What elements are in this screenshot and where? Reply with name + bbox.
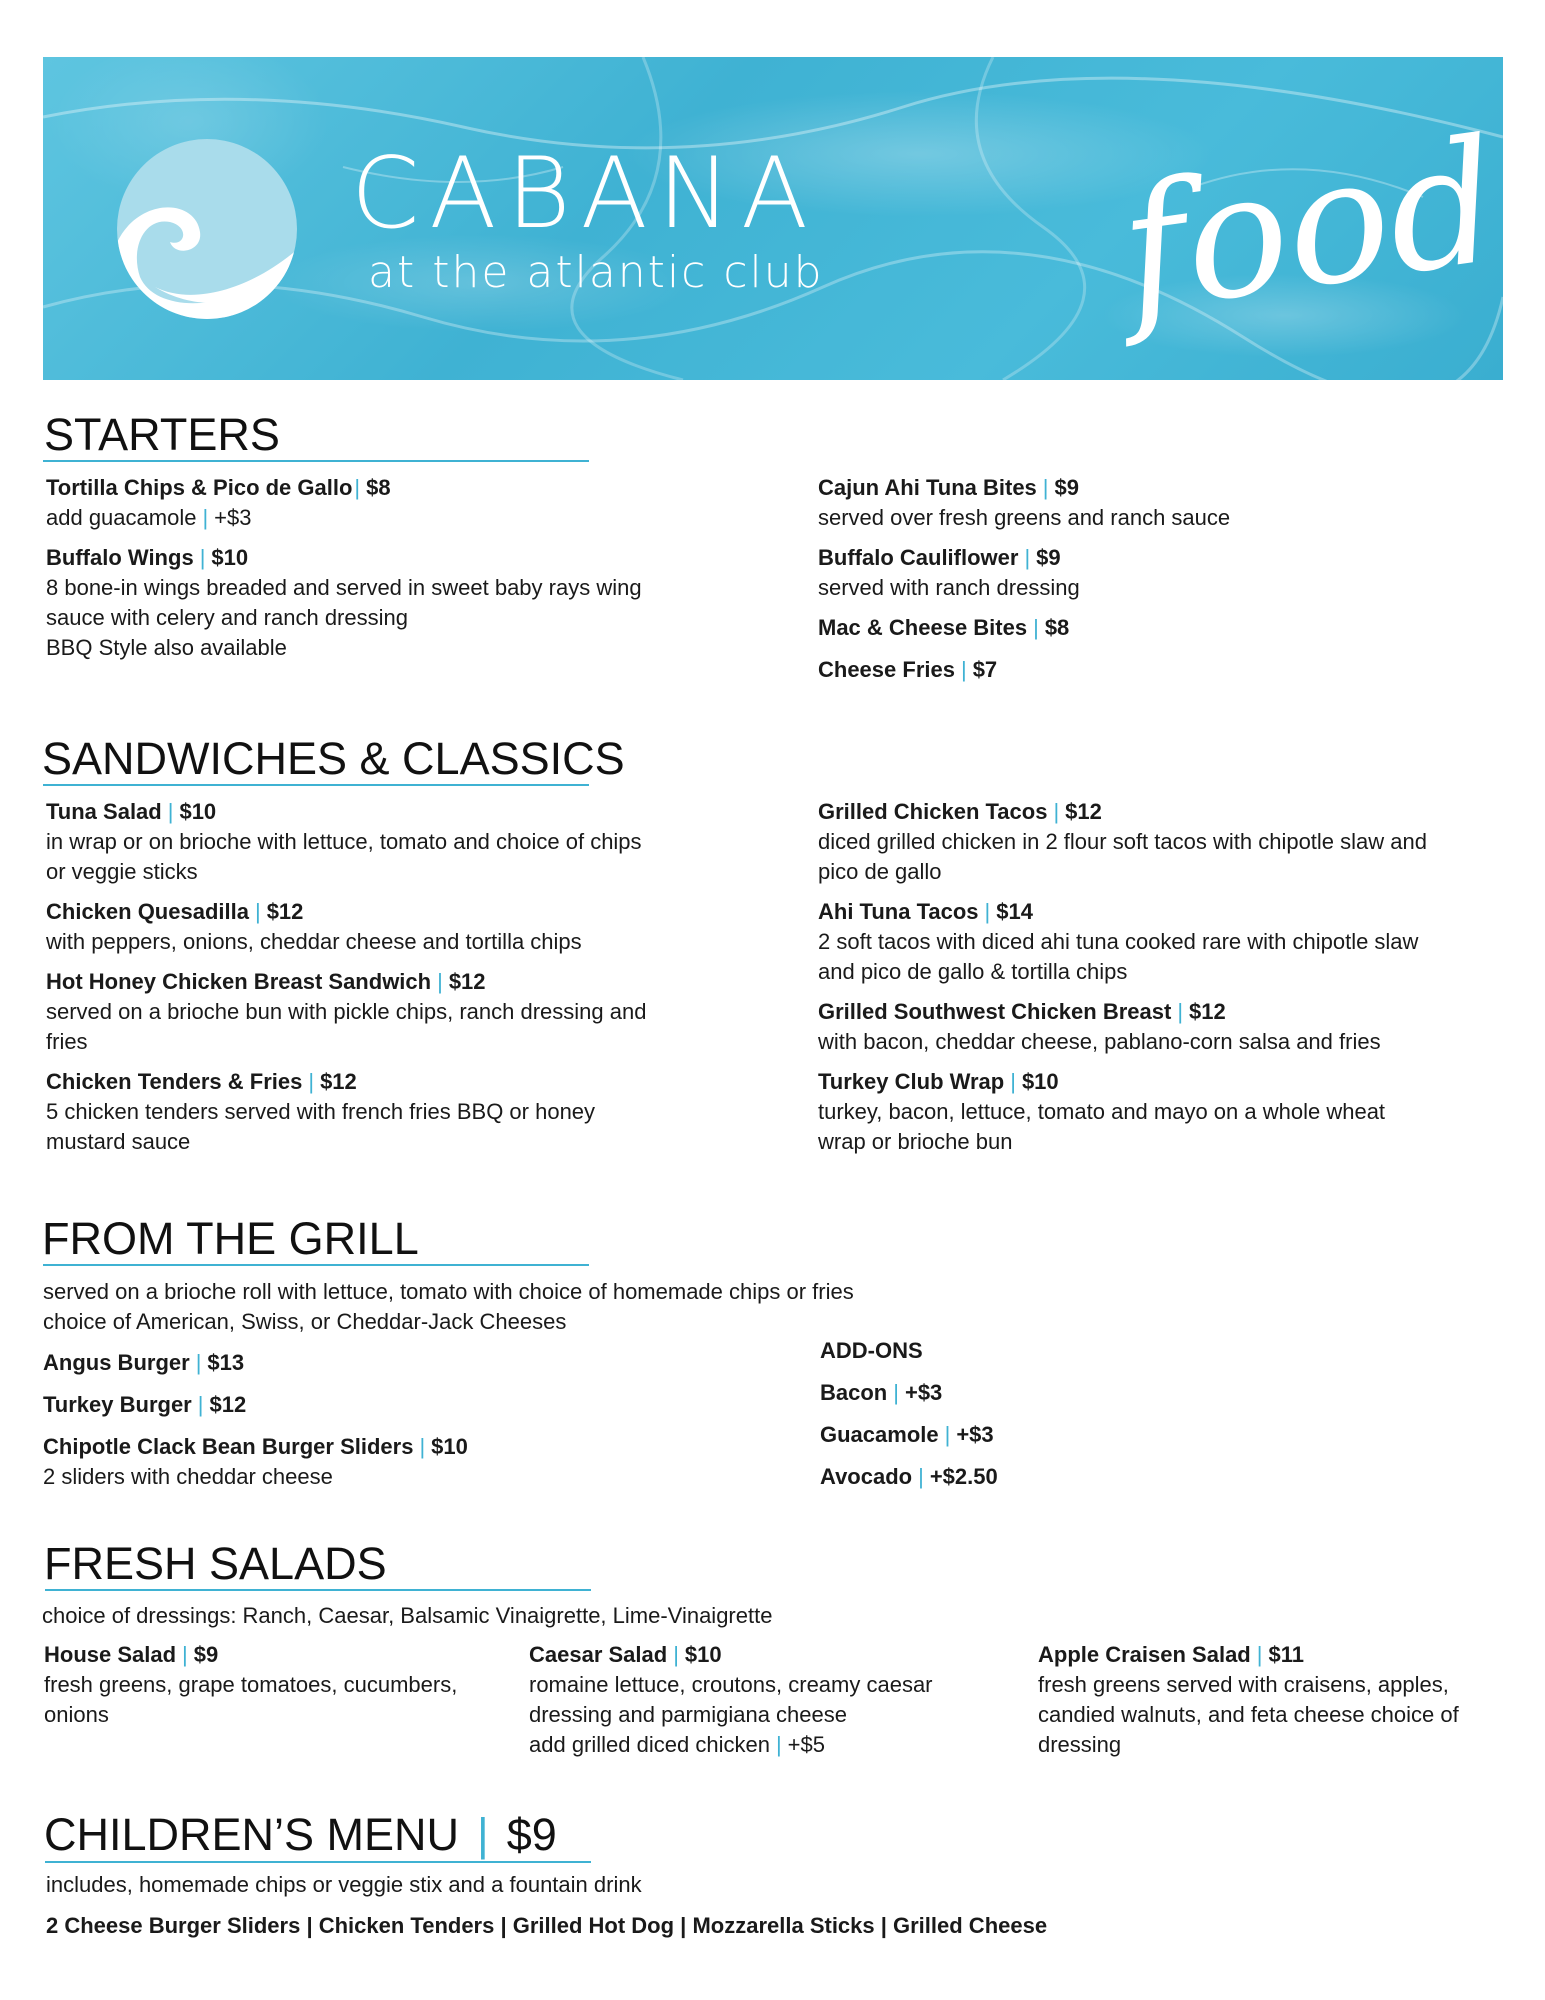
item-name: Tortilla Chips & Pico de Gallo xyxy=(46,475,353,500)
item-name: Turkey Burger xyxy=(43,1392,192,1417)
salad-item-house: House Salad | $9 fresh greens, grape tomatoes, cucumbers, onions xyxy=(44,1640,524,1730)
item-desc: with peppers, onions, cheddar cheese and tortilla chips xyxy=(46,929,582,954)
item-desc: fries xyxy=(46,1029,88,1054)
menu-item: Tortilla Chips & Pico de Gallo| $8 add guacamole | +$3 xyxy=(46,475,391,530)
addon-name: Bacon xyxy=(820,1380,888,1405)
menu-item: Angus Burger | $13 xyxy=(43,1350,245,1375)
addon-item: Avocado | +$2.50 xyxy=(820,1464,998,1489)
addon-price: +$3 xyxy=(904,1380,943,1405)
item-price: $14 xyxy=(996,899,1033,924)
addon-item: Bacon | +$3 xyxy=(820,1380,943,1405)
item-desc: with bacon, cheddar cheese, pablano-corn salsa and fries xyxy=(818,1029,1381,1054)
addons-title: ADD-ONS xyxy=(820,1338,923,1363)
item-price: $9 xyxy=(193,1642,219,1667)
item-desc: pico de gallo xyxy=(818,859,942,884)
brand-subtitle: at the atlantic club xyxy=(368,247,824,298)
item-price: $12 xyxy=(320,1069,357,1094)
item-name: Cajun Ahi Tuna Bites xyxy=(818,475,1037,500)
item-desc: wrap or brioche bun xyxy=(818,1129,1013,1154)
item-desc: served on a brioche bun with pickle chips, ranch dressing and xyxy=(46,999,647,1024)
item-desc: diced grilled chicken in 2 flour soft tacos with chipotle slaw and xyxy=(818,829,1427,854)
item-extra-label: add guacamole xyxy=(46,505,197,530)
menu-item: Buffalo Wings | $10 8 bone-in wings breaded and served in sweet baby rays wing sauce with celery and ranch dressing BBQ Style also available xyxy=(46,543,746,663)
item-price: $9 xyxy=(1054,475,1079,500)
item-desc: 8 bone-in wings breaded and served in sweet baby rays wing xyxy=(46,575,642,600)
starters-right-column xyxy=(818,473,1498,695)
children-intro: includes, homemade chips or veggie stix and a fountain drink xyxy=(46,1872,642,1897)
item-desc: 2 sliders with cheddar cheese xyxy=(43,1464,333,1489)
item-desc: candied walnuts, and feta cheese choice of xyxy=(1038,1702,1459,1727)
menu-item: Cajun Ahi Tuna Bites | $9 served over fresh greens and ranch sauce xyxy=(818,473,1498,533)
menu-item: Tuna Salad | $10 in wrap or on brioche with lettuce, tomato and choice of chips or veggie sticks xyxy=(46,797,756,887)
item-name: Buffalo Cauliflower xyxy=(818,545,1019,570)
section-title-salads: FRESH SALADS xyxy=(44,1538,387,1589)
item-name: Angus Burger xyxy=(43,1350,190,1375)
item-extra-price: +$3 xyxy=(214,505,252,530)
item-price: $7 xyxy=(972,657,998,682)
item-price: $10 xyxy=(431,1434,468,1459)
item-desc: onions xyxy=(44,1702,109,1727)
children-price: $9 xyxy=(506,1809,557,1860)
item-price: $10 xyxy=(211,545,249,570)
item-name: Cheese Fries xyxy=(818,657,955,682)
svg-text:food: food xyxy=(1109,102,1511,351)
menu-item: Turkey Burger | $12 xyxy=(43,1392,247,1417)
cabana-wave-logo xyxy=(115,137,300,322)
menu-item: Grilled Southwest Chicken Breast | $12 with bacon, cheddar cheese, pablano-corn salsa and fries xyxy=(818,997,1508,1057)
item-desc: in wrap or on brioche with lettuce, tomato and choice of chips xyxy=(46,829,642,854)
item-name: Caesar Salad xyxy=(529,1642,668,1667)
grill-intro-line: served on a brioche roll with lettuce, tomato with choice of homemade chips or fries xyxy=(43,1279,854,1304)
item-price: $10 xyxy=(684,1642,722,1667)
item-desc: sauce with celery and ranch dressing xyxy=(46,605,408,630)
menu-item: Buffalo Cauliflower | $9 served with ranch dressing xyxy=(818,543,1498,603)
salads-intro: choice of dressings: Ranch, Caesar, Balsamic Vinaigrette, Lime-Vinaigrette xyxy=(42,1603,773,1628)
section-rule xyxy=(45,1589,591,1591)
item-desc: served with ranch dressing xyxy=(818,575,1080,600)
item-desc: dressing xyxy=(1038,1732,1122,1757)
grill-intro-line: choice of American, Swiss, or Cheddar-Jack Cheeses xyxy=(43,1309,567,1334)
food-script-word xyxy=(1109,87,1511,357)
item-desc: mustard sauce xyxy=(46,1129,191,1154)
item-price: $12 xyxy=(1065,799,1102,824)
item-name: Ahi Tuna Tacos xyxy=(818,899,979,924)
item-price: $8 xyxy=(366,475,391,500)
menu-item: Grilled Chicken Tacos | $12 diced grilled chicken in 2 flour soft tacos with chipotle slaw and pico de gallo xyxy=(818,797,1508,887)
section-title-grill: FROM THE GRILL xyxy=(42,1213,419,1264)
item-desc: turkey, bacon, lettuce, tomato and mayo on a whole wheat xyxy=(818,1099,1386,1124)
addon-name: Avocado xyxy=(820,1464,913,1489)
children-title: CHILDREN’S MENU xyxy=(44,1809,460,1860)
item-price: $12 xyxy=(209,1392,247,1417)
item-desc: and pico de gallo & tortilla chips xyxy=(818,959,1128,984)
item-name: Tuna Salad xyxy=(46,799,162,824)
addon-item: Guacamole | +$3 xyxy=(820,1422,994,1447)
section-rule xyxy=(43,460,589,462)
section-rule xyxy=(43,784,589,786)
item-price: $12 xyxy=(1189,999,1226,1024)
section-rule xyxy=(43,1264,589,1266)
menu-item: Mac & Cheese Bites | $8 xyxy=(818,615,1070,640)
header-banner xyxy=(43,57,1511,380)
section-title-children: CHILDREN’S MENU | $9 xyxy=(44,1809,557,1860)
section-title-sandwiches: SANDWICHES & CLASSICS xyxy=(42,733,625,784)
addon-price: +$2.50 xyxy=(929,1464,998,1489)
item-name: Grilled Southwest Chicken Breast xyxy=(818,999,1172,1024)
item-price: $12 xyxy=(266,899,304,924)
item-price: $12 xyxy=(448,969,486,994)
menu-item: Turkey Club Wrap | $10 turkey, bacon, lettuce, tomato and mayo on a whole wheat wrap or brioche bun xyxy=(818,1067,1508,1157)
salad-item-caesar: Caesar Salad | $10 romaine lettuce, croutons, creamy caesar dressing and parmigiana cheese add grilled diced chicken | +$5 xyxy=(529,1640,1009,1760)
item-name: Chicken Quesadilla xyxy=(46,899,249,924)
sandwiches-right-column xyxy=(818,797,1508,1167)
brand-name: CABANA xyxy=(351,137,819,251)
menu-item: Chicken Quesadilla | $12 with peppers, onions, cheddar cheese and tortilla chips xyxy=(46,897,756,957)
section-rule xyxy=(45,1861,591,1863)
item-price: $10 xyxy=(1021,1069,1059,1094)
item-name: Apple Craisen Salad xyxy=(1038,1642,1251,1667)
item-desc: fresh greens, grape tomatoes, cucumbers, xyxy=(44,1672,458,1697)
item-name: Chicken Tenders & Fries xyxy=(46,1069,303,1094)
item-extra-label: add grilled diced chicken xyxy=(529,1732,770,1757)
menu-item: Hot Honey Chicken Breast Sandwich | $12 served on a brioche bun with pickle chips, ranch dressing and fries xyxy=(46,967,756,1057)
item-name: Grilled Chicken Tacos xyxy=(818,799,1048,824)
item-desc: BBQ Style also available xyxy=(46,635,287,660)
item-name: House Salad xyxy=(44,1642,177,1667)
menu-item: Cheese Fries | $7 xyxy=(818,657,998,682)
sandwiches-left-column xyxy=(46,797,756,1167)
item-price: $13 xyxy=(207,1350,245,1375)
item-price: $8 xyxy=(1044,615,1070,640)
grill-items-column xyxy=(43,1348,743,1502)
addons-column xyxy=(820,1336,1220,1502)
item-price: $10 xyxy=(179,799,217,824)
salad-item-apple: Apple Craisen Salad | $11 fresh greens served with craisens, apples, candied walnuts, and feta cheese choice of dressing xyxy=(1038,1640,1518,1760)
item-name: Mac & Cheese Bites xyxy=(818,615,1028,640)
starters-left-column xyxy=(46,473,746,673)
addon-name: Guacamole xyxy=(820,1422,939,1447)
menu-item: Chicken Tenders & Fries | $12 5 chicken tenders served with french fries BBQ or honey mustard sauce xyxy=(46,1067,756,1157)
item-desc: romaine lettuce, croutons, creamy caesar xyxy=(529,1672,933,1697)
menu-item: Ahi Tuna Tacos | $14 2 soft tacos with diced ahi tuna cooked rare with chipotle slaw and pico de gallo & tortilla chips xyxy=(818,897,1508,987)
addon-price: +$3 xyxy=(956,1422,994,1447)
item-price: $9 xyxy=(1036,545,1061,570)
item-price: $11 xyxy=(1268,1642,1304,1667)
item-desc: 2 soft tacos with diced ahi tuna cooked rare with chipotle slaw xyxy=(818,929,1419,954)
children-items-line: 2 Cheese Burger Sliders | Chicken Tenders | Grilled Hot Dog | Mozzarella Sticks | Grilled Cheese xyxy=(46,1913,1048,1938)
section-title-starters: STARTERS xyxy=(44,409,280,460)
item-desc: served over fresh greens and ranch sauce xyxy=(818,505,1231,530)
item-name: Hot Honey Chicken Breast Sandwich xyxy=(46,969,432,994)
menu-item: Chipotle Clack Bean Burger Sliders | $10 2 sliders with cheddar cheese xyxy=(43,1432,743,1492)
item-desc: or veggie sticks xyxy=(46,859,198,884)
item-desc: 5 chicken tenders served with french fries BBQ or honey xyxy=(46,1099,596,1124)
item-name: Buffalo Wings xyxy=(46,545,194,570)
item-name: Chipotle Clack Bean Burger Sliders xyxy=(43,1434,414,1459)
item-name: Turkey Club Wrap xyxy=(818,1069,1005,1094)
item-desc: fresh greens served with craisens, apples, xyxy=(1038,1672,1449,1697)
item-extra-price: +$5 xyxy=(787,1732,825,1757)
item-desc: dressing and parmigiana cheese xyxy=(529,1702,847,1727)
